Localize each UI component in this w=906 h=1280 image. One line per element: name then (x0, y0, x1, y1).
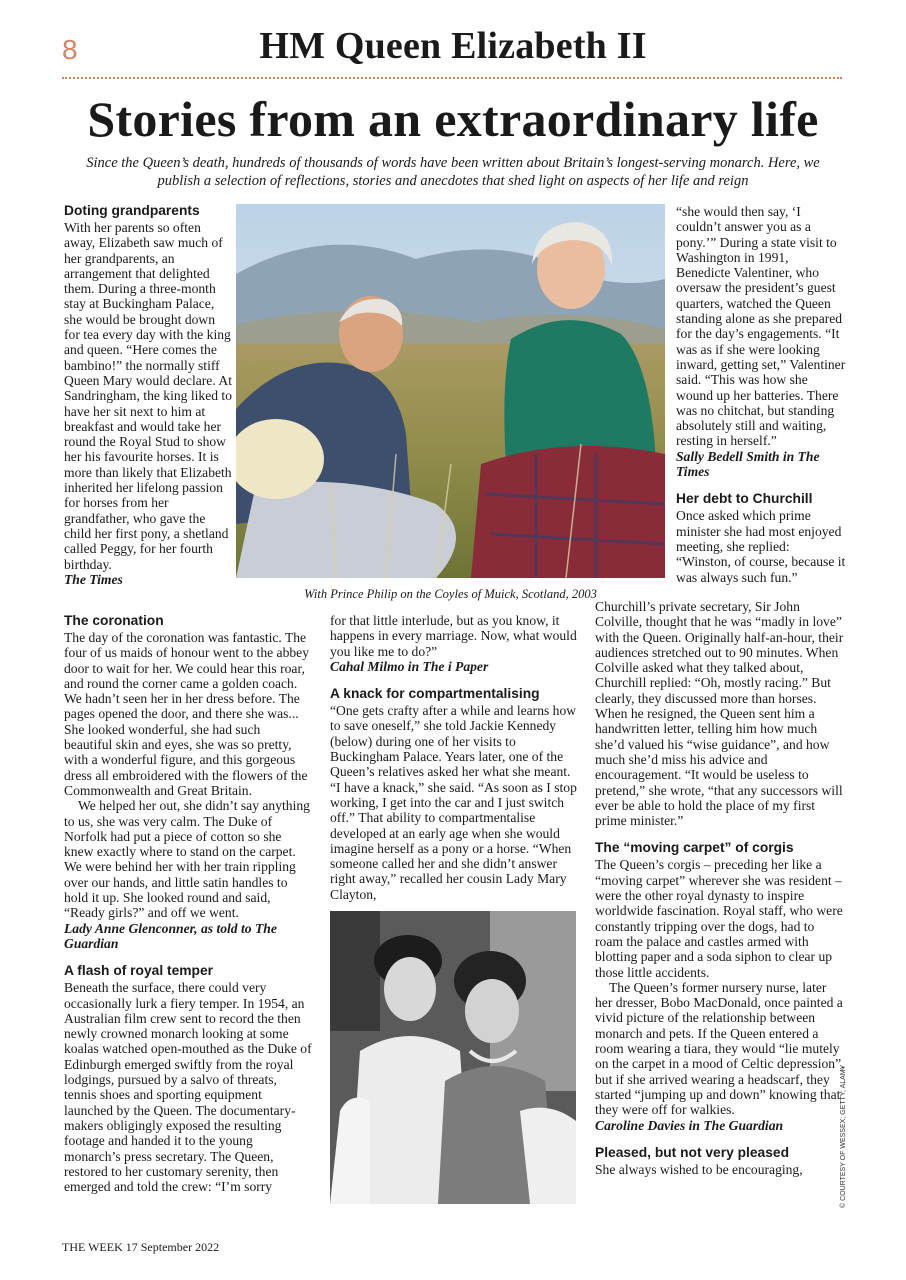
story-washington (676, 204, 846, 585)
story-body: The Queen’s former nursery nurse, later her dresser, Bobo MacDonald, once painted a vivid picture of the relationship between monarch and pets. If the Queen entered a room wearing a tiara, they would “lie mutely on the carpet in a mood of Celtic depression”, but if she arrived wearing a headscarf, they started “jumping up and down” knowing that they were off for walkies. (595, 979, 845, 1118)
story-body: Beneath the surface, there could very occasionally lurk a fiery temper. In 1954, an Australian film crew sent to record the then newly crowned monarch looking at some koalas watched open-mouthed as the Duke of Edinburgh emerged swiftly from the royal lodgings, pursued by a salvo of threats, tennis shoes and sporting equipment launched by the Queen. The documentary-makers obligingly exposed the resulting footage and handed it to the young monarch’s press secretary. The Queen, restored to her customary serenity, then emerged and told the crew: “I’m sorry (64, 980, 312, 1195)
story-body: We helped her out, she didn’t say anything to us, she was very calm. The Duke of Norfolk had put a piece of cotton so she knew exactly where to stand on the carpet. We were behind her with her train rippling over our hands, and little satin handles to hold it up. She looked round and said, “Ready girls?” and off we went. (64, 798, 310, 921)
story-body: “One gets crafty after a while and learns how to save oneself,” she told Jackie Kennedy (below) during one of her visits to Buckingham Palace. Years later, one of the Queen’s relatives asked her what she meant. “I have a knack,” she said. “As soon as I stop working, I get into the car and I just switch off.” That ability to compartmentalise developed at an early age when she would imagine herself as a pony or a horse. “When someone called her and she didn’t answer right away,” recalled her cousin Lady Mary Clayton, (330, 703, 577, 902)
story-heading: Pleased, but not very pleased (595, 1144, 789, 1160)
dotted-divider (62, 77, 842, 79)
story-byline: Lady Anne Glenconner, as told to The Guardian (64, 920, 277, 951)
photo-image (236, 204, 665, 578)
story-heading: The “moving carpet” of corgis (595, 840, 794, 856)
story-heading: Doting grandparents (64, 203, 200, 218)
photo-queen-and-philip (236, 204, 665, 578)
story-body: The Queen’s corgis – preceding her like a “moving carpet” wherever she was resident – were the other royal dynasty to inspire worldwide fascination. Royal staff, who were constantly tripping over the dogs, had to roam the palace and castles armed with blotting paper and a soda siphon to clear up those little accidents. (595, 857, 843, 980)
story-byline: The Times (64, 571, 123, 587)
story-body: The day of the coronation was fantastic. The four of us maids of honour went to the abbey door to wait for her. We could hear this roar, and round the corner came a golden coach. We hadn’t seen her in her dress before. The pages opened the door, and there she was... She looked wonderful, she had such beautiful skin and eyes, she was so pretty, with a wonderful figure, and this gorgeous dress all embroidered with the flowers of the Commonwealth and Great Britain. (64, 630, 310, 798)
standfirst: Since the Queen’s death, hundreds of thousands of words have been written about Britain’s longest-serving monarch. Here, we publish a selection of reflections, stories and anecdotes that shed light on aspects of her life and reign (86, 155, 820, 189)
story-knack (330, 613, 578, 902)
section-title: HM Queen Elizabeth II (259, 25, 647, 67)
story-body: for that little interlude, but as you know, it happens in every marriage. Now, what would you like me to do?” (330, 613, 577, 659)
story-coronation-and-temper (64, 613, 312, 1194)
story-heading: A flash of royal temper (64, 963, 213, 979)
page-number: 8 (62, 34, 78, 65)
story-grandparents (64, 203, 232, 587)
story-body: “she would then say, ‘I couldn’t answer you as a pony.’” During a state visit to Washington in 1991, Benedicte Valentiner, who oversaw the president’s guest quarters, watched the Queen standing alone as she prepared for the day’s engagements. “It was as if she were looking inward, getting set,” Valentiner said. “This was how she wound up her batteries. There was no chitchat, but standing absolutely still and waiting, resting in herself.” (676, 204, 846, 449)
photo-queen-and-jackie-kennedy (330, 911, 576, 1204)
photo-image (330, 911, 576, 1204)
story-heading: The coronation (64, 613, 164, 628)
story-body: With her parents so often away, Elizabeth saw much of her grandparents, an arrangement that delighted them. During a three-month stay at Buckingham Palace, she would be brought down for tea every day with the king and queen. “Here comes the bambino!” the normally stiff Queen Mary would declare. At Sandringham, the king liked to have her sit next to him at breakfast and would take her round the Royal Stud to show her his favourite horses. It is more than likely that Elizabeth inherited her lifelong passion for horses from her grandfather, who gave the child her first pony, a shetland called Peggy, for her fourth birthday. (64, 220, 233, 572)
story-body-bottom: Churchill’s private secretary, Sir John Colville, thought that he was “madly in love” with the Queen. Originally half-an-hour, their audiences stretched out to 90 minutes. When Colville asked what they talked about, Churchill replied: “Oh, mostly racing.” But clearly, they discussed more than horses. When he resigned, the Queen sent him a handwritten letter, telling him how much she’d valued his “wise guidance”, and how much she’d miss his advice and encouragement. “It would be useless to pretend,” she wrote, “that any successors will ever be able to hold the place of my first prime minister.” (595, 599, 844, 829)
story-body-top: Once asked which prime minister she had most enjoyed meeting, she replied: “Winston, of course, because it was always such fun.” (676, 508, 846, 585)
photo-caption: With Prince Philip on the Coyles of Muick, Scotland, 2003 (304, 587, 597, 601)
story-byline: Sally Bedell Smith in The Times (676, 448, 820, 480)
story-heading: A knack for compartmentalising (330, 686, 540, 702)
page-footer: THE WEEK 17 September 2022 (62, 1240, 220, 1254)
story-byline: Cahal Milmo in The i Paper (330, 658, 489, 674)
story-heading: Her debt to Churchill (676, 491, 813, 507)
photo-credit: © COURTESY OF WESSEX; GETTY; ALAMY (840, 1064, 847, 1208)
headline: Stories from an extraordinary life (87, 91, 819, 147)
story-churchill-and-corgis (595, 599, 845, 1177)
story-byline: Caroline Davies in The Guardian (595, 1117, 784, 1133)
story-body: She always wished to be encouraging, (595, 1161, 803, 1177)
